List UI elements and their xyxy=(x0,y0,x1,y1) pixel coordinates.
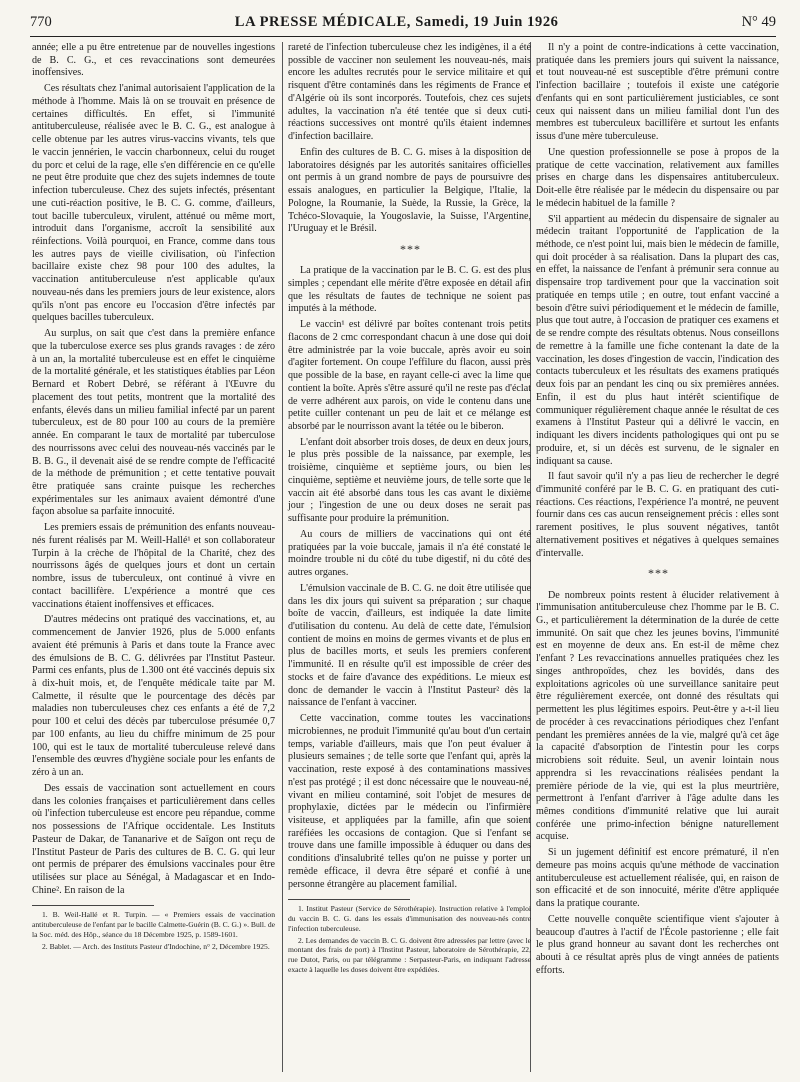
footnotes xyxy=(32,910,275,951)
section-break-stars: * * * xyxy=(648,566,667,581)
footnote: 1. Institut Pasteur (Service de Sérothérapie). Instruction relative à l'emploi du vaccin B. C. G. dans les essais d'immunisation des nouveau-nés contre l'infection tuberculeuse. xyxy=(288,904,531,933)
paragraph: Il faut savoir qu'il n'y a pas lieu de rechercher le degré d'immunité conféré par le B. C. G. en pratiquant des cuti-réactions. Ces réactions, l'expérience l'a montré, ne peuvent fournir dans ces cas aucun renseignement précis : elles sont rarement positives, le plus souvent négatives, tantôt alternativement positives et négatives à quelques semaines d'intervalle. xyxy=(536,471,779,559)
paragraph: Cette vaccination, comme toutes les vaccinations microbiennes, ne produit l'immunité qu'au bout d'un certain temps, variable d'ailleurs, mais que l'on peut évaluer à plusieurs semaines ; de telle sorte que l'enfant qui, après la vaccination, reste exposé à des contaminations massives n'est pas protégé ; il est donc nécessaire que le nouveau-né, vivant en milieu contaminé, soit l'objet de mesures de prophylaxie, dictées par le médecin ou l'infirmière visiteuse, et appliquées par la famille, afin que soient raréfiées les occasions de contagion. Que si l'enfant se trouve dans une famille impossible à éduquer ou dans des conditions d'insalubrité telles qu'on ne puisse y porter un remède efficace, il devra être séparé et confié à une personne étrangère au placement familial. xyxy=(288,713,531,890)
paragraph: année; elle a pu être entretenue par de nouvelles ingestions de B. C. G., et ces revaccinations sont demeurées inoffensives. xyxy=(32,42,275,79)
paragraph: Une question professionnelle se pose à propos de la pratique de cette vaccination, relativement aux familles prises en charge dans les dispensaires antituberculeux. Doit-elle être réalisée par le médecin du dispensaire ou par le médecin habituel de la famille ? xyxy=(536,146,779,209)
footnote: 1. B. Weil-Hallé et R. Turpin. — « Premiers essais de vaccination antituberculeuse de l'enfant par le bacille Calmette-Guérin (B. C. G.) ». Bull. de la Soc. méd. des Hôp., séance du 18 Décembre 1925, p. 1589-1601. xyxy=(32,910,275,939)
paragraph: Le vaccin¹ est délivré par boîtes contenant trois petits flacons de 2 cmc correspondant chacun à une dose qui doit être administrée par la voie buccale, après avoir eu soin d'agiter fortement. On coupe l'effilure du flacon, aussi près que possible de la base, en rayant celle-ci avec la lime que contient la boîte. Après s'être assuré qu'il ne reste pas d'éclat de verre adhérent aux parois, on vide le contenu dans une petite cuiller contenant un peu de lait et ce mélange est absorbé par le nourrisson avant la tétée ou le biberon. xyxy=(288,319,531,432)
issue-number: N° 49 xyxy=(741,14,776,30)
footnote-separator xyxy=(288,899,410,900)
column-2 xyxy=(288,42,531,1072)
paragraph: rareté de l'infection tuberculeuse chez les indigènes, il a été possible de vacciner non seulement les nouveau-nés, mais encore les adultes recrutés pour le service militaire et qui risquent d'être contaminés dans les régiments de France et d'Algérie où ils sont incorporés. Toutefois, chez ces sujets adultes, la vaccination n'a été tentée que si deux cuti-réactions successives ont montré qu'ils étaient indemnes d'infection bacillaire. xyxy=(288,42,531,143)
column-3 xyxy=(536,42,779,1072)
paragraph: Ces résultats chez l'animal autorisaient l'application de la méthode à l'homme. Mais là on se trouvait en présence de certaines difficultés. En effet, si l'immunité antituberculeuse, réalisée avec le B. C. G., est analogue à celle obtenue par les autres virus-vaccins vivants, tels que le vaccin jennérien, le vaccin charbonneux, celui du rouget du porc et celui de la rage, elle s'en différencie en ce qu'elle ne peut être produite que chez des sujets indemnes de toute infection tuberculeuse. Chez des sujets infectés, présentant une cuti-réaction positive, le B. C. G. comme, d'ailleurs, tout bacille tuberculeux, virulent, atténué ou même mort, introduit dans l'organisme, accroît la sensibilité aux réinfections. Voilà pourquoi, en France, comme dans tous les autres pays de vieille civilisation, où l'infection bacillaire existe chez 98 pour 100 des adultes, la vaccination antituberculeuse n'est applicable qu'aux nouveau-nés dans les premiers jours de leur existence, alors qu'ils n'ont pas encore eu l'occasion d'être infectés par quelques bacilles tuberculeux. xyxy=(32,83,275,324)
paragraph: S'il appartient au médecin du dispensaire de signaler au médecin traitant l'opportunité de l'application de la méthode, ce n'est point lui, mais bien le médecin de famille, qui doit procéder à sa réalisation. Dans la plupart des cas, en effet, la naissance de l'enfant à prémunir sera connue au dispensaire trop tardivement pour que la vaccination soit pratiquée en temps utile ; en outre, tout enfant vacciné a besoin d'être suivi périodiquement et le médecin de famille, plus que tout autre, à l'occasion de pratiquer ces examens et de se rendre compte des résultats obtenus. Nous conseillons de remettre à la famille une fiche contenant la date de la vaccination, les doses d'ingestion de vaccin, l'indication des contacts tuberculeux et les résultats des examens pratiqués deux fois par an pendant les cinq ou six premières années. Enfin, il est du plus haut intérêt scientifique de communiquer régulièrement chaque année le résultat de ces examens à l'Institut Pasteur qui a délivré le vaccin, en indiquant les divers incidents pathologiques qui ont pu se produire, et, si un décès est survenu, de le signaler en indiquant sa cause. xyxy=(536,213,779,467)
paragraph: Si un jugement définitif est encore prématuré, il n'en demeure pas moins acquis qu'une méthode de vaccination antituberculeuse est actuellement réalisée, qui, en raison de son efficacité et de son innocuité, mérite d'être appliquée dans la pratique courante. xyxy=(536,847,779,910)
page-header xyxy=(30,14,776,37)
paragraph: Enfin des cultures de B. C. G. mises à la disposition de laboratoires désignés par les autorités sanitaires officielles ont permis à un grand nombre de pays de poursuivre des essais analogues, en particulier la Belgique, l'Italie, la Pologne, la Roumanie, la Suède, la Russie, la Grèce, la Tchéco-Slovaquie, la Yougoslavie, la Suisse, l'Argentine, l'Uruguay et le Brésil. xyxy=(288,146,531,235)
footnote: 2. Les demandes de vaccin B. C. G. doivent être adressées par lettre (avec le montant des frais de port) à l'Institut Pasteur, laboratoire de Sérothérapie, 22, rue Dutot, Paris, ou par télégramme : Serpasteur-Paris, en indiquant l'adresse exacte à laquelle les doses doivent être expédiées. xyxy=(288,935,531,974)
paragraph: Au cours de milliers de vaccinations qui ont été pratiquées par la voie buccale, jamais il n'a été constaté le moindre trouble ni du côté du tube digestif, ni du côté des autres organes. xyxy=(288,528,531,579)
paragraph: D'autres médecins ont pratiqué des vaccinations, et, au commencement de Janvier 1926, plus de 5.000 enfants avaient été prémunis à Paris et dans toute la France avec des émulsions de B. C. G. délivrées par l'Institut Pasteur. Parmi ces enfants, plus de 1.300 ont été vaccinés depuis six à dix-huit mois, et, de l'enquête médicale taite par M. Calmette, il résulte que le pourcentage des décès par maladies non tuberculeuses chez ces enfants a été de 7,2 pour 100 et celui des décès par tuberculose présumée 0,7 par 100 enfants, au lieu du chiffre minimum de 25 pour 100, qui est le taux de mortalité tuberculeuse relevé dans l'ensemble des œuvres d'hygiène sociale pour les enfants de zéro à un an. xyxy=(32,614,275,779)
column-1 xyxy=(32,42,275,1052)
journal-title: LA PRESSE MÉDICALE, Samedi, 19 Juin 1926 xyxy=(234,14,559,30)
paragraph: Cette nouvelle conquête scientifique vient s'ajouter à beaucoup d'autres à l'actif de l'École pastorienne ; elle fait le plus grand honneur au savant dont les recherches ont abouti à ce résultat après plus de vingt années de patients efforts. xyxy=(536,913,779,976)
section-break-stars: * * * xyxy=(400,242,419,257)
paragraph: Les premiers essais de prémunition des enfants nouveau-nés furent réalisés par M. Weill-Hallé¹ et son collaborateur Turpin à la crèche de l'hôpital de la Charité, chez des nourrissons âgés de quelques jours et dont un certain nombre, issus de tuberculeux, ont continué à vivre en contact bacillifère. L'expérience a montré que ces vaccinations étaient inoffensives et efficaces. xyxy=(32,522,275,610)
column-divider xyxy=(282,42,283,1072)
paragraph: Des essais de vaccination sont actuellement en cours dans les colonies françaises et particulièrement dans celles où l'infection tuberculeuse est encore peu répandue, comme nos possessions de l'Afrique occidentale. Les Instituts Pasteur de Dakar, de Tananarive et de Saïgon ont reçu de l'Institut Pasteur de Paris des cultures de B. C. G. qui leur ont permis de préparer des émulsions vaccinales pour être utilisées sur place au Sénégal, à Madagascar et en Indo-Chine². En raison de la xyxy=(32,782,275,896)
paragraph: Il n'y a point de contre-indications à cette vaccination, pratiquée dans les premiers jours qui suivent la naissance, et tout nouveau-né est susceptible d'être prémuni contre l'infection bacillaire ; toutefois il existe une catégorie d'enfants qui en sont particulièrement justiciables, ce sont ceux qui naissent dans un milieu familial dont l'un des membres est tuberculeux bacillifère et surtout les enfants issus d'une mère tuberculeuse. xyxy=(536,42,779,143)
paragraph: La pratique de la vaccination par le B. C. G. est des plus simples ; cependant elle mérite d'être exposée en détail afin que les résultats de fautes de technique ne soient pas imputés à la méthode. xyxy=(288,265,531,315)
paragraph: L'enfant doit absorber trois doses, de deux en deux jours, le plus près possible de la naissance, par exemple, les troisième, cinquième et septième jours, ou bien les cinquième, septième et neuvième jours, de telle sorte que le vaccin ait été absorbé dans tous les cas avant le dixième jour ; l'ingestion de une ou deux doses ne serait pas suffisante pour produire la prémunition. xyxy=(288,436,531,525)
page-number: 770 xyxy=(30,14,52,30)
paragraph: Au surplus, on sait que c'est dans la première enfance que la tuberculose exerce ses plus grands ravages : de zéro à un an, la mortalité tuberculeuse est en effet le cinquième de la mortalité générale, et les statistiques établies par Léon Bernard et Robert Debré, se référant à l'Œuvre du placement des tout petits, montrent que la mortalité des enfants, élevés dans un milieu familial infecté par un parent tuberculeux, est de 80 pour 100 au cours de la première année. En comparant le taux de mortalité par tuberculose des nourrissons avec celui des nouveau-nés vaccinés par le B. B. G., il devenait aisé de se rendre compte de l'efficacité de la méthode de prémunition ; et cette tentative pouvait être pratiquée sans crainte puisque les recherches expérimentales sur les animaux avaient démontré d'une façon absolue sa parfaite innocuité. xyxy=(32,328,275,518)
footnote-separator xyxy=(32,905,154,906)
paragraph: L'émulsion vaccinale de B. C. G. ne doit être utilisée que dans les dix jours qui suivent sa préparation ; sur chaque boîte de vaccin, d'ailleurs, est indiquée la date limite d'utilisation du contenu. Au delà de cette date, l'émulsion contient de moins en moins de germes vivants et de plus en plus de bacilles morts, et seuls les premiers conferent l'immunité. Il en résulte qu'il est impossible de créer des stocks et de faire d'avance des expéditions. Le mieux est donc de demander le vaccin à l'Institut Pasteur² dès la naissance de l'enfant à vacciner. xyxy=(288,582,531,709)
footnotes xyxy=(288,904,531,974)
footnote: 2. Bablet. — Arch. des Instituts Pasteur d'Indochine, n° 2, Décembre 1925. xyxy=(42,941,270,951)
paragraph: De nombreux points restent à élucider relativement à l'immunisation antituberculeuse chez l'homme par le B. C. G., et particulièrement la détermination de la durée de cette immunité. On sait que chez les jeunes bovins, l'immunité est en moyenne de deux ans. En est-il de même chez l'enfant ? Les revaccinations annuelles pratiquées chez les singes anthropoïdes, chez les bovidés, dans des exploitations agricoles où une surveillance sanitaire peut être régulièrement exercée, ont donné des résultats qui permettent les plus légitimes espoirs. Peut-être y a-t-il lieu de procéder à ces revaccinations périodiques chez l'enfant pendant les premières années de la vie, malgré qu'à cet âge la capacité d'absorption de l'intestin pour les corps microbiens soit réduite. Seul, un avenir lointain nous apprendra si les revaccinations réalisées pendant la première période de la vie, qui est la plus meurtrière, permettront à l'enfant d'arriver à l'âge adulte dans les mêmes conditions d'immunité relative que lui aurait conférée une primo-infection bénigne naturellement acquise. xyxy=(536,589,779,843)
